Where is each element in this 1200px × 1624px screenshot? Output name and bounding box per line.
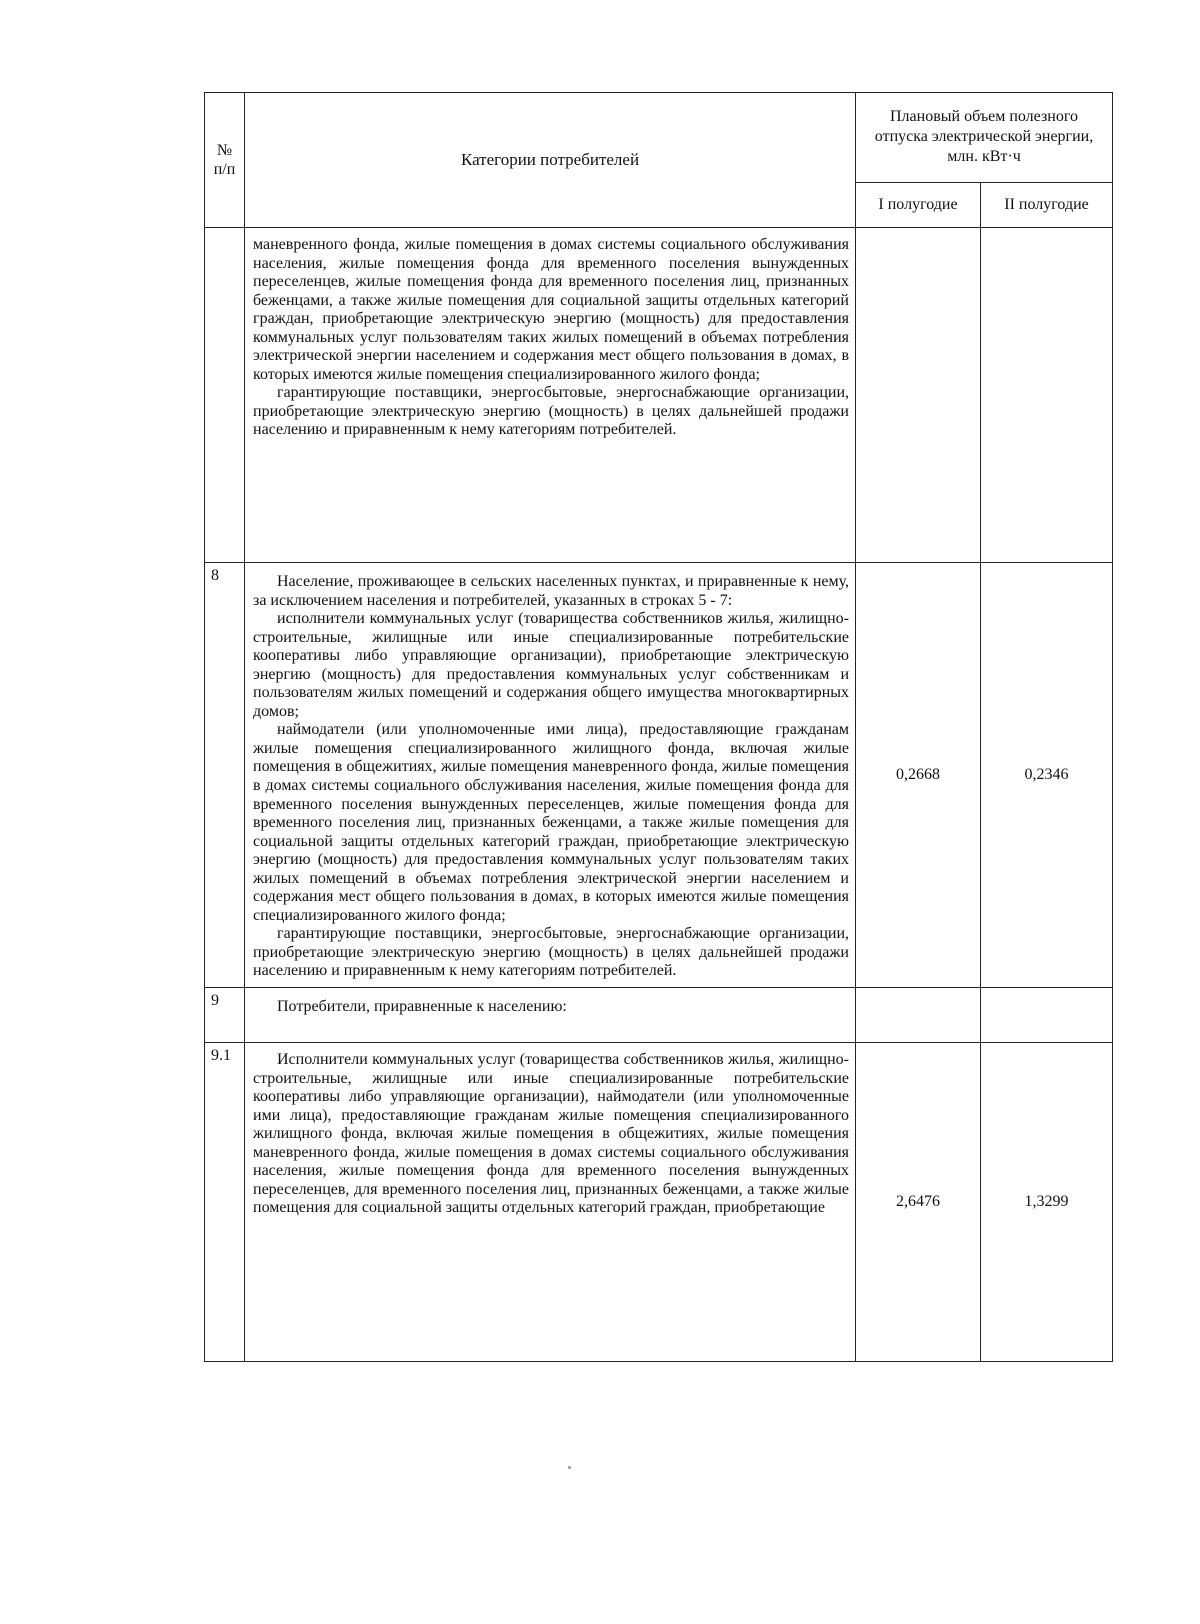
value-first-half: 2,6476: [856, 1043, 981, 1362]
header-first-half: I полугодие: [856, 182, 981, 227]
value-second-half: [981, 228, 1113, 563]
row-number: 9.1: [205, 1043, 245, 1362]
value-second-half: 0,2346: [981, 563, 1113, 988]
scan-speck: [568, 1466, 571, 1469]
header-second-half: II полугодие: [981, 182, 1113, 227]
value-first-half: 0,2668: [856, 563, 981, 988]
table-row: [205, 1043, 1113, 1362]
table-header: [205, 93, 1113, 228]
table-row: [205, 228, 1113, 563]
description-paragraph: наймодатели (или уполномоченные ими лица), предоставляющие гражданам жилые помещения специализированного жилищного фонда, включая жилые помещения в общежитиях, жилые помещения маневренного фонда, жилые помещения в домах системы социального обслуживания населения, жилые помещения фонда для временного поселения вынужденных переселенцев, жилые помещения фонда для временного поселения лиц, признанных беженцами, а также жилые помещения для социальной защиты отдельных категорий граждан, приобретающие электрическую энергию (мощность) для предоставления коммунальных услуг пользователям таких жилых помещений в объемах потребления электрической энергии населением и содержания мест общего пользования в домах, в которых имеются жилые помещения специализированного жилого фонда;: [253, 721, 849, 924]
row-number: [205, 228, 245, 563]
header-planned-volume: Плановый объем полезного отпуска электрической энергии, млн. кВт·ч: [856, 93, 1113, 183]
description-paragraph: гарантирующие поставщики, энергосбытовые, энергоснабжающие организации, приобретающие электрическую энергию (мощность) в целях дальнейшей продажи населению и приравненным к нему категориям потребителей.: [253, 384, 849, 439]
description-paragraph: Исполнители коммунальных услуг (товарищества собственников жилья, жилищно-строительные, жилищные или иные специализированные потребительские кооперативы либо управляющие организации), наймодатели (или уполномоченные ими лица), предоставляющие гражданам жилые помещения специализированного жилищного фонда, включая жилые помещения в общежитиях, жилые помещения маневренного фонда, жилые помещения в домах системы социального обслуживания населения, жилые помещения фонда для временного поселения вынужденных переселенцев, для временного поселения лиц, признанных беженцами, а также жилые помещения для социальной защиты отдельных категорий граждан, приобретающие: [253, 1051, 849, 1217]
description-paragraph: гарантирующие поставщики, энергосбытовые, энергоснабжающие организации, приобретающие электрическую энергию (мощность) в целях дальнейшей продажи населению и приравненным к нему категориям потребителей.: [253, 925, 849, 980]
row-description: [245, 988, 856, 1043]
description-paragraph: исполнители коммунальных услуг (товарищества собственников жилья, жилищно-строительные, жилищные или иные специализированные потребительские кооперативы либо управляющие организации), приобретающие электрическую энергию (мощность) для предоставления коммунальных услуг собственникам и пользователям жилых помещений и содержания общего имущества многоквартирных домов;: [253, 610, 849, 720]
header-category: Категории потребителей: [245, 93, 856, 228]
header-number-label: № п/п: [213, 141, 236, 178]
value-second-half: 1,3299: [981, 1043, 1113, 1362]
description-paragraph: Потребители, приравненные к населению:: [277, 998, 567, 1016]
row-description: [245, 1043, 856, 1362]
description-paragraph: Население, проживающее в сельских населенных пунктах, и приравненные к нему, за исключением населения и потребителей, указанных в строках 5 - 7:: [253, 573, 849, 609]
table-body: [205, 228, 1113, 1362]
tariff-table-wrapper: [204, 92, 1112, 1362]
row-number: 9: [205, 988, 245, 1043]
value-second-half: [981, 988, 1113, 1043]
header-row-number: [205, 93, 245, 228]
table-row: [205, 563, 1113, 988]
row-number: 8: [205, 563, 245, 988]
value-first-half: [856, 228, 981, 563]
consumption-table: [204, 92, 1113, 1362]
value-first-half: [856, 988, 981, 1043]
description-paragraph: маневренного фонда, жилые помещения в домах системы социального обслуживания населения, жилые помещения фонда для временного поселения вынужденных переселенцев, жилые помещения фонда для временного поселения лиц, признанных беженцами, а также жилые помещения для социальной защиты отдельных категорий граждан, приобретающие электрическую энергию (мощность) для предоставления коммунальных услуг пользователям таких жилых помещений в объемах потребления электрической энергии населением и содержания мест общего пользования в домах, в которых имеются жилые помещения специализированного жилого фонда;: [253, 236, 849, 383]
table-row: [205, 988, 1113, 1043]
row-description: [245, 563, 856, 988]
row-description: [245, 228, 856, 563]
